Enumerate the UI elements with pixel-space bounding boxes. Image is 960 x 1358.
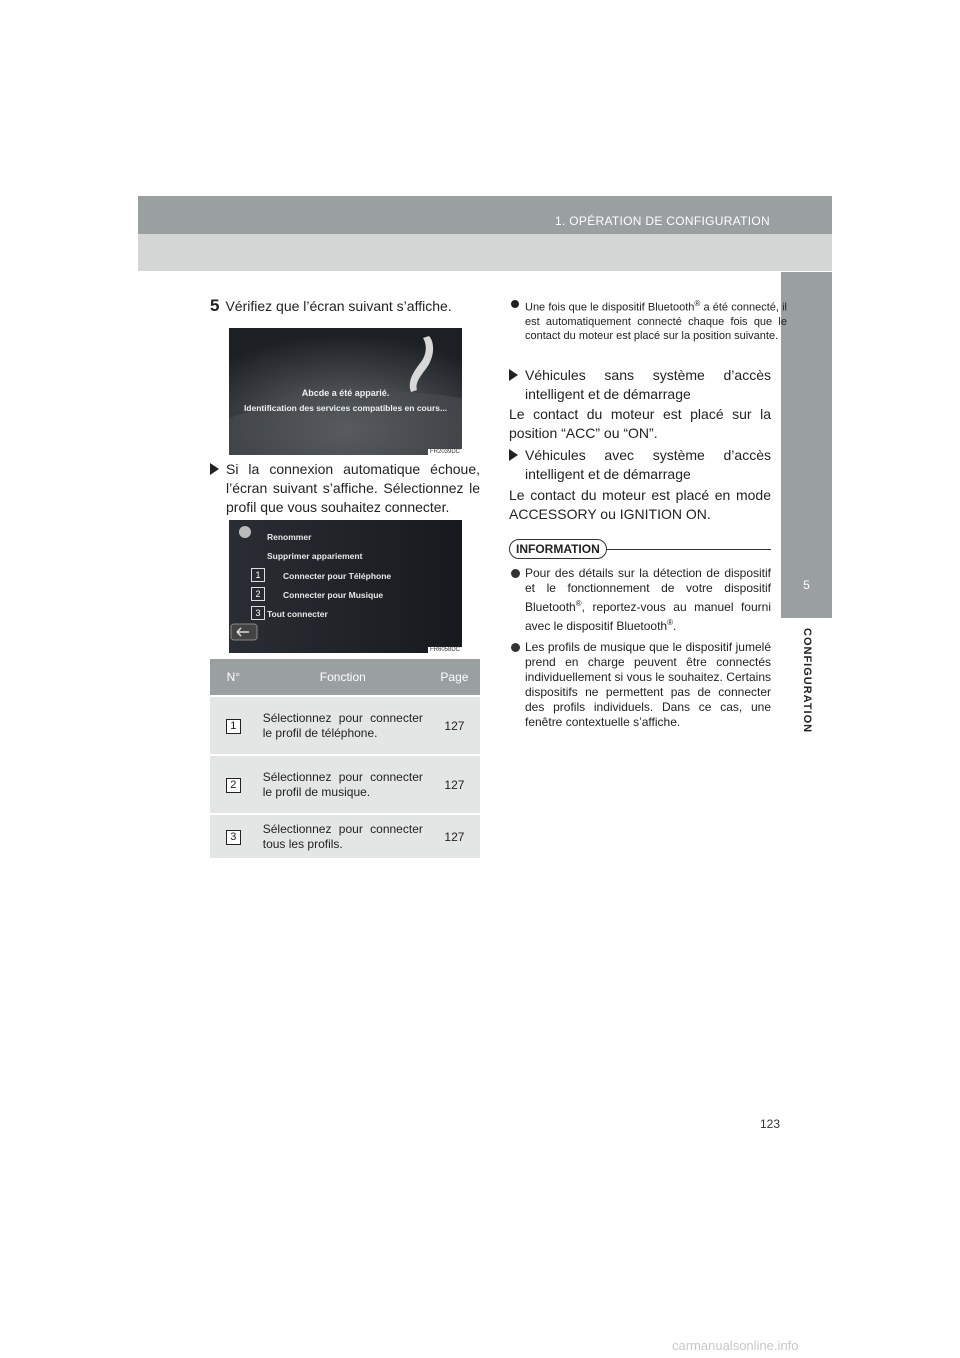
table-row (210, 696, 480, 755)
info-item: Pour des détails sur la détection de dispositif et le fonctionnement de votre dispositif Bluetooth®, reportez-vous au manuel fourni avec le dispositif Bluetooth®. (509, 566, 771, 634)
chapter-tab (781, 272, 832, 618)
page-cell: 127 (429, 696, 480, 755)
information-label: INFORMATION (509, 539, 607, 559)
col-header-fonction: Fonction (257, 659, 429, 696)
chapter-label-text: CONFIGURATION (801, 628, 813, 734)
page-number: 123 (760, 1117, 781, 1131)
triangle-bullet-icon (210, 463, 219, 475)
callout-2: 2 (251, 587, 265, 601)
auto-reconnect-note: Une fois que le dispositif Bluetooth® a été connecté, il est automatiquement connecté chaque fois que le contact du moteur est placé sur la position suivante. (509, 297, 787, 343)
menu-item-delete-pairing: Supprimer appariement (267, 551, 363, 561)
pairing-line2: Identification des services compatibles en cours... (243, 403, 448, 413)
chapter-number: 5 (803, 578, 810, 592)
triangle-bullet-icon (509, 449, 518, 461)
menu-item-connect-all: Tout connecter (267, 609, 328, 619)
callout-1: 1 (251, 568, 265, 582)
function-table (210, 659, 480, 858)
page-cell: 127 (429, 755, 480, 814)
step-text: Vérifiez que l’écran suivant s’affiche. (225, 298, 452, 314)
table-header-row (210, 659, 480, 696)
callout-2: 2 (226, 778, 241, 793)
page-cell: 127 (429, 814, 480, 858)
profile-menu-screenshot (229, 520, 462, 653)
menu-item-rename: Renommer (267, 532, 312, 542)
subheading-no-smart-key: Véhicules sans système d’accès intelligent et de démarrage (509, 366, 771, 404)
header-subband (138, 234, 832, 271)
triangle-bullet-icon (509, 369, 518, 381)
chapter-label (797, 628, 817, 740)
pairing-line1: Abcde a été apparié. (301, 388, 390, 398)
image-code: FR2039DC (429, 449, 460, 455)
section-title: 1. OPÉRATION DE CONFIGURATION (555, 214, 770, 228)
callout-3: 3 (226, 830, 241, 845)
auto-connect-fail-note: Si la connexion automatique échoue, l’écran suivant s’affiche. Sélectionnez le profil que vous souhaitez connecter. (210, 460, 480, 517)
col-header-num: N° (210, 659, 257, 696)
bluetooth-settings-icon (239, 526, 251, 538)
step-number: 5 (210, 296, 220, 315)
table-row (210, 814, 480, 858)
callout-1: 1 (226, 719, 241, 734)
step-instruction (210, 296, 480, 316)
col-header-page: Page (429, 659, 480, 696)
information-box (509, 566, 771, 736)
callout-3: 3 (251, 606, 265, 620)
text-no-smart-key: Le contact du moteur est placé sur la position “ACC” ou “ON”. (509, 406, 771, 441)
fonction-cell: Sélectionnez pour connecter le profil de téléphone. (257, 696, 429, 755)
text-smart-key: Le contact du moteur est placé en mode ACCESSORY ou IGNITION ON. (509, 487, 771, 522)
fonction-cell: Sélectionnez pour connecter le profil de musique. (257, 755, 429, 814)
table-row (210, 755, 480, 814)
fonction-cell: Sélectionnez pour connecter tous les profils. (257, 814, 429, 858)
pairing-screenshot (229, 328, 462, 455)
image-code: FR6058DC (429, 647, 460, 653)
info-item: Les profils de musique que le dispositif jumelé prend en charge peuvent être connectés individuellement si vous le souhaitez. Certains dispositifs ne permettent pas de connecter des profils individuels. Dans ce cas, une fenêtre contextuelle s’affiche. (509, 640, 771, 730)
watermark: carmanualsonline.info (672, 1338, 799, 1353)
menu-item-connect-music: Connecter pour Musique (283, 590, 384, 600)
subheading-smart-key: Véhicules avec système d’accès intelligent et de démarrage (509, 446, 771, 484)
menu-item-connect-phone: Connecter pour Téléphone (283, 571, 392, 581)
